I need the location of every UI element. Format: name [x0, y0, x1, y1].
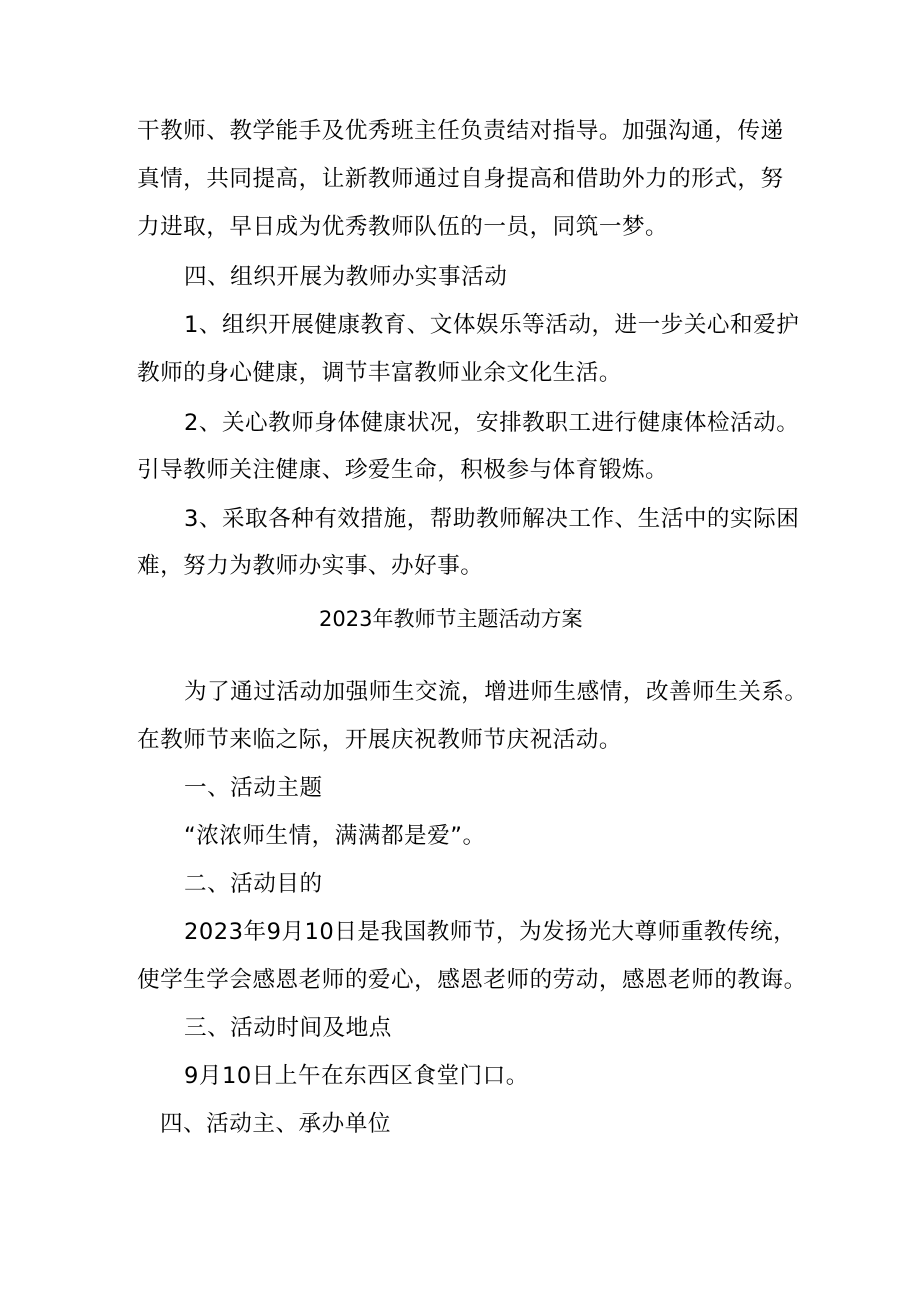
paragraph-line: 干教师、教学能手及优秀班主任负责结对指导。加强沟通，传递 — [137, 118, 784, 144]
paragraph-line: 2023年9月10日是我国教师节，为发扬光大尊师重教传统， — [184, 919, 797, 945]
list-item-line: 3、采取各种有效措施，帮助教师解决工作、生活中的实际困 — [184, 506, 800, 532]
paragraph-line: 力进取，早日成为优秀教师队伍的一员，同筑一梦。 — [137, 214, 669, 240]
document-title: 2023年教师节主题活动方案 — [319, 607, 583, 631]
paragraph-line: “浓浓师生情，满满都是爱”。 — [184, 823, 486, 849]
list-item-line: 难，努力为教师办实事、办好事。 — [137, 553, 484, 579]
section-heading: 三、活动时间及地点 — [184, 1015, 392, 1041]
section-heading: 四、活动主、承办单位 — [160, 1111, 391, 1137]
paragraph-line: 在教师节来临之际，开展庆祝教师节庆祝活动。 — [137, 727, 622, 753]
section-heading: 二、活动目的 — [184, 871, 323, 897]
paragraph-line: 真情，共同提高，让新教师通过自身提高和借助外力的形式，努 — [137, 166, 784, 192]
paragraph-line: 为了通过活动加强师生交流，增进师生感情，改善师生关系。 — [184, 679, 808, 705]
list-item-line: 2、关心教师身体健康状况，安排教职工进行健康体检活动。 — [184, 410, 800, 436]
section-heading: 一、活动主题 — [184, 775, 323, 801]
list-item-line: 1、组织开展健康教育、文体娱乐等活动，进一步关心和爱护 — [184, 312, 800, 338]
section-heading: 四、组织开展为教师办实事活动 — [184, 264, 508, 290]
paragraph-line: 使学生学会感恩老师的爱心，感恩老师的劳动，感恩老师的教诲。 — [137, 967, 807, 993]
list-item-line: 教师的身心健康，调节丰富教师业余文化生活。 — [137, 360, 622, 386]
paragraph-line: 9月10日上午在东西区食堂门口。 — [184, 1063, 529, 1089]
list-item-line: 引导教师关注健康、珍爱生命，积极参与体育锻炼。 — [137, 457, 669, 483]
